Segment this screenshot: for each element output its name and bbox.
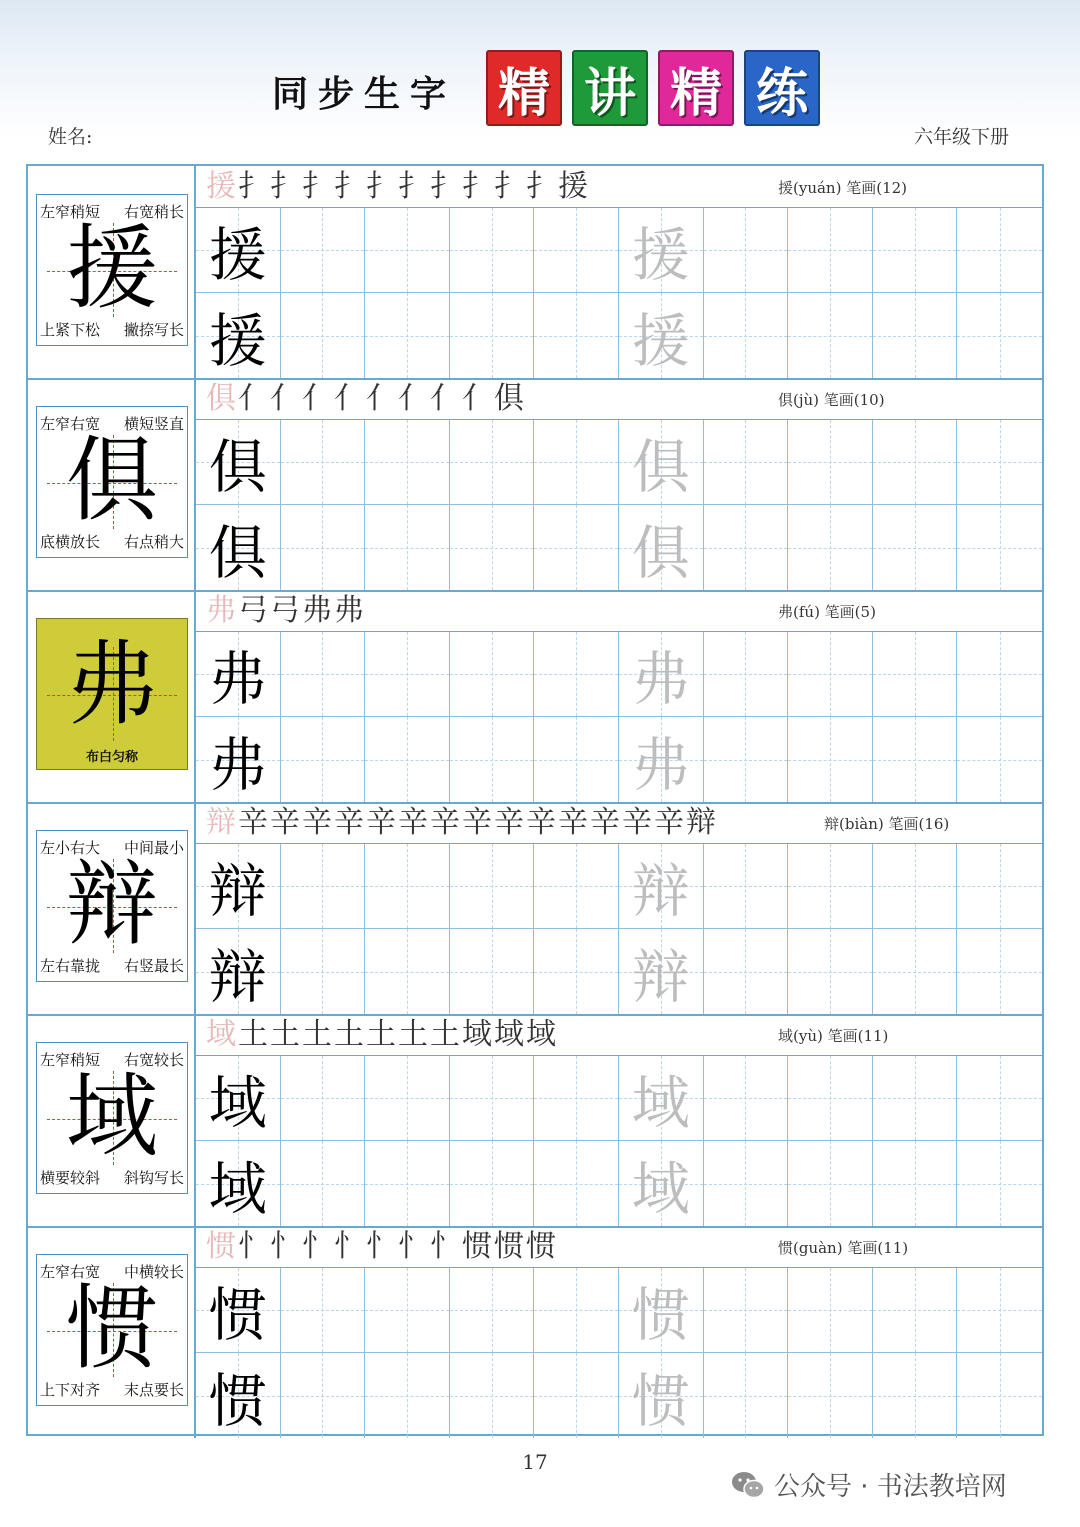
stroke-step: 辛 [430, 805, 462, 840]
stroke-step: 亻 [462, 381, 494, 416]
trace-character: 域 [631, 1069, 690, 1137]
model-character: 惯 [65, 1275, 158, 1382]
practice-cell[interactable] [196, 717, 281, 802]
model-character: 俱 [65, 427, 158, 534]
practice-cell[interactable] [957, 1353, 1042, 1438]
practice-cell[interactable] [873, 293, 958, 378]
stroke-order-sequence [206, 1016, 558, 1054]
model-character: 弗 [65, 631, 158, 738]
practice-cell[interactable] [450, 929, 535, 1014]
title-badge-4: 练 [744, 50, 820, 126]
practice-cell[interactable] [281, 1353, 366, 1438]
writing-tip: 撇捺写长 [123, 321, 184, 339]
practice-grid [196, 1056, 1042, 1226]
stroke-step: 辛 [654, 805, 686, 840]
writing-tip: 布白匀称 [85, 750, 138, 765]
writing-tip: 左窄右宽 [40, 1263, 101, 1281]
practice-cell[interactable] [196, 420, 281, 505]
stroke-step: 辛 [270, 805, 302, 840]
stroke-order-row [196, 802, 1042, 844]
stroke-step: 惯 [206, 1229, 238, 1264]
title-badge-3: 精 [658, 50, 734, 126]
practice-cell[interactable] [450, 632, 535, 717]
practice-cell[interactable] [788, 1268, 873, 1353]
practice-cell[interactable] [619, 208, 704, 293]
title-badges [486, 50, 820, 126]
practice-cell[interactable] [788, 717, 873, 802]
practice-cell[interactable] [619, 293, 704, 378]
stroke-order-row [196, 1014, 1042, 1056]
stroke-step: 忄 [398, 1229, 430, 1264]
practice-cell[interactable] [873, 1056, 958, 1141]
example-character: 援 [208, 306, 267, 375]
trace-character: 辩 [631, 857, 690, 925]
example-character: 俱 [208, 433, 267, 501]
model-character: 辩 [65, 851, 158, 958]
trace-character: 援 [631, 221, 690, 289]
writing-tip: 上紧下松 [40, 321, 101, 339]
trace-character: 弗 [631, 645, 690, 713]
practice-cell[interactable] [450, 1268, 535, 1353]
char-block-6 [28, 1226, 1042, 1438]
stroke-step: 土 [238, 1017, 270, 1052]
practice-grid [196, 844, 1042, 1014]
stroke-step: 辛 [302, 805, 334, 840]
stroke-step: 忄 [430, 1229, 462, 1264]
stroke-step: 忄 [366, 1229, 398, 1264]
practice-cell[interactable] [365, 632, 450, 717]
stroke-step: 忄 [270, 1229, 302, 1264]
stroke-step: 域 [494, 1017, 526, 1052]
practice-cell[interactable] [788, 844, 873, 929]
trace-character: 惯 [631, 1281, 690, 1349]
practice-cell[interactable] [196, 293, 281, 378]
stroke-step: 土 [302, 1017, 334, 1052]
practice-grid [196, 632, 1042, 802]
stroke-step: 土 [398, 1017, 430, 1052]
model-card [36, 830, 188, 982]
practice-cell[interactable] [534, 1268, 619, 1353]
stroke-step: 扌 [302, 169, 334, 204]
stroke-order-row [196, 590, 1042, 632]
practice-cell[interactable] [450, 717, 535, 802]
practice-cell[interactable] [788, 929, 873, 1014]
practice-cell[interactable] [450, 208, 535, 293]
watermark-text: 公众号 · 书法教培网 [774, 1472, 1007, 1502]
practice-cell[interactable] [281, 1056, 366, 1141]
worksheet-title: 同步生字 [272, 74, 457, 115]
stroke-step: 俱 [494, 381, 526, 416]
watermark [730, 1466, 1007, 1503]
stroke-step: 域 [462, 1017, 494, 1052]
practice-cell[interactable] [534, 929, 619, 1014]
practice-cell[interactable] [619, 717, 704, 802]
stroke-order-sequence [206, 804, 718, 842]
practice-cell[interactable] [196, 505, 281, 590]
practice-cell[interactable] [365, 1141, 450, 1226]
example-character: 俱 [208, 518, 267, 587]
practice-cell[interactable] [196, 1056, 281, 1141]
writing-tip: 左窄右宽 [40, 415, 101, 433]
model-card [36, 194, 188, 346]
practice-cell[interactable] [619, 1056, 704, 1141]
example-character: 惯 [208, 1281, 267, 1349]
stroke-step: 弓 [270, 593, 302, 628]
practice-cell[interactable] [704, 632, 789, 717]
stroke-step: 亻 [270, 381, 302, 416]
practice-cell[interactable] [873, 505, 958, 590]
model-cell [28, 802, 196, 1014]
practice-cell[interactable] [788, 1141, 873, 1226]
example-character: 辩 [208, 857, 267, 925]
practice-cell[interactable] [450, 1353, 535, 1438]
title-badge-1: 精 [486, 50, 562, 126]
stroke-step: 弗 [334, 593, 366, 628]
practice-cell[interactable] [957, 632, 1042, 717]
practice-cell[interactable] [619, 1268, 704, 1353]
stroke-step: 援 [206, 169, 238, 204]
practice-cell[interactable] [957, 208, 1042, 293]
pinyin-stroke-count: 援(yuán) 笔画(12) [778, 179, 908, 197]
practice-cell[interactable] [196, 1268, 281, 1353]
practice-cell[interactable] [788, 632, 873, 717]
writing-tip: 上下对齐 [40, 1381, 101, 1399]
practice-cell[interactable] [788, 505, 873, 590]
practice-grid [196, 208, 1042, 378]
practice-cell[interactable] [873, 929, 958, 1014]
pinyin-stroke-count: 惯(guàn) 笔画(11) [778, 1239, 909, 1257]
stroke-step: 亻 [302, 381, 334, 416]
practice-cell[interactable] [704, 929, 789, 1014]
stroke-order-sequence [206, 380, 526, 418]
writing-tip: 左窄稍短 [40, 1051, 101, 1069]
stroke-step: 俱 [206, 381, 238, 416]
stroke-step: 辛 [238, 805, 270, 840]
name-label: 姓名: [48, 126, 93, 148]
stroke-step: 土 [430, 1017, 462, 1052]
practice-cell[interactable] [873, 1268, 958, 1353]
model-card [36, 618, 188, 770]
practice-cell[interactable] [534, 208, 619, 293]
practice-cell[interactable] [957, 293, 1042, 378]
practice-cell[interactable] [619, 844, 704, 929]
practice-cell[interactable] [619, 1353, 704, 1438]
writing-tip: 中横较长 [123, 1263, 184, 1281]
practice-cell[interactable] [957, 929, 1042, 1014]
practice-cell[interactable] [365, 1268, 450, 1353]
practice-cell[interactable] [873, 1353, 958, 1438]
practice-cell[interactable] [957, 1268, 1042, 1353]
stroke-step: 忄 [238, 1229, 270, 1264]
stroke-step: 扌 [494, 169, 526, 204]
practice-cell[interactable] [534, 1141, 619, 1226]
stroke-step: 弗 [302, 593, 334, 628]
trace-character: 俱 [631, 433, 690, 501]
pinyin-stroke-count: 域(yù) 笔画(11) [778, 1027, 889, 1045]
practice-cell[interactable] [281, 293, 366, 378]
practice-cell[interactable] [281, 1141, 366, 1226]
writing-tip: 右宽稍长 [123, 203, 184, 221]
practice-cell[interactable] [704, 420, 789, 505]
practice-cell[interactable] [365, 1056, 450, 1141]
practice-cell[interactable] [704, 293, 789, 378]
writing-tip: 左窄稍短 [40, 203, 101, 221]
stroke-step: 辛 [366, 805, 398, 840]
model-cell [28, 590, 196, 802]
stroke-step: 亻 [334, 381, 366, 416]
stroke-step: 土 [366, 1017, 398, 1052]
example-character: 域 [208, 1069, 267, 1137]
model-character: 域 [65, 1063, 158, 1170]
practice-cell[interactable] [365, 293, 450, 378]
char-block-2 [28, 378, 1042, 590]
stroke-step: 土 [334, 1017, 366, 1052]
writing-tip: 中间最小 [123, 839, 184, 857]
stroke-step: 亻 [430, 381, 462, 416]
practice-cell[interactable] [281, 505, 366, 590]
model-card [36, 1042, 188, 1194]
stroke-step: 辛 [334, 805, 366, 840]
practice-grid [196, 1268, 1042, 1438]
stroke-step: 援 [558, 169, 590, 204]
practice-cell[interactable] [788, 420, 873, 505]
writing-tip: 左右靠拢 [40, 957, 101, 975]
practice-cell[interactable] [365, 844, 450, 929]
practice-cell[interactable] [873, 208, 958, 293]
stroke-step: 扌 [334, 169, 366, 204]
practice-cell[interactable] [281, 208, 366, 293]
stroke-step: 扌 [270, 169, 302, 204]
practice-cell[interactable] [450, 844, 535, 929]
stroke-step: 扌 [526, 169, 558, 204]
practice-cell[interactable] [365, 505, 450, 590]
writing-tip: 右点稍大 [123, 533, 184, 551]
page-number: 17 [522, 1450, 548, 1474]
writing-tip: 横短竖直 [123, 415, 184, 433]
char-block-5 [28, 1014, 1042, 1226]
practice-cell[interactable] [704, 505, 789, 590]
practice-cell[interactable] [788, 1353, 873, 1438]
practice-cell[interactable] [450, 420, 535, 505]
stroke-order-sequence [206, 592, 366, 630]
example-character: 辩 [208, 942, 267, 1011]
stroke-step: 亻 [398, 381, 430, 416]
pinyin-stroke-count: 弗(fú) 笔画(5) [778, 603, 876, 621]
practice-cell[interactable] [704, 1353, 789, 1438]
example-character: 弗 [208, 730, 267, 799]
stroke-step: 扌 [238, 169, 270, 204]
practice-cell[interactable] [704, 844, 789, 929]
practice-cell[interactable] [365, 208, 450, 293]
stroke-step: 弓 [238, 593, 270, 628]
stroke-step: 域 [206, 1017, 238, 1052]
practice-cell[interactable] [957, 1141, 1042, 1226]
practice-cell[interactable] [365, 1353, 450, 1438]
stroke-step: 弗 [206, 593, 238, 628]
practice-cell[interactable] [957, 717, 1042, 802]
writing-tip: 末点要长 [123, 1381, 184, 1399]
stroke-step: 惯 [462, 1229, 494, 1264]
trace-character: 援 [631, 306, 690, 375]
stroke-step: 辛 [558, 805, 590, 840]
practice-cell[interactable] [873, 632, 958, 717]
title-badge-2: 讲 [572, 50, 648, 126]
trace-character: 域 [631, 1154, 690, 1223]
stroke-step: 辩 [686, 805, 718, 840]
stroke-step: 亻 [366, 381, 398, 416]
model-cell [28, 1226, 196, 1438]
practice-cell[interactable] [281, 1268, 366, 1353]
practice-cell[interactable] [196, 208, 281, 293]
model-cell [28, 166, 196, 378]
practice-cell[interactable] [704, 1268, 789, 1353]
char-block-4 [28, 802, 1042, 1014]
practice-cell[interactable] [281, 844, 366, 929]
example-character: 弗 [208, 645, 267, 713]
trace-character: 弗 [631, 730, 690, 799]
char-block-3 [28, 590, 1042, 802]
stroke-step: 辛 [462, 805, 494, 840]
practice-cell[interactable] [957, 844, 1042, 929]
writing-tip: 右竖最长 [123, 957, 184, 975]
model-cell [28, 378, 196, 590]
practice-cell[interactable] [957, 505, 1042, 590]
stroke-step: 辛 [590, 805, 622, 840]
stroke-step: 惯 [526, 1229, 558, 1264]
grade-label: 六年级下册 [914, 126, 1010, 148]
example-character: 域 [208, 1154, 267, 1223]
stroke-step: 忄 [302, 1229, 334, 1264]
stroke-step: 扌 [366, 169, 398, 204]
practice-cell[interactable] [873, 1141, 958, 1226]
practice-cell[interactable] [281, 929, 366, 1014]
practice-cell[interactable] [704, 717, 789, 802]
writing-tip: 左小右大 [40, 839, 101, 857]
practice-cell[interactable] [873, 717, 958, 802]
trace-character: 辩 [631, 942, 690, 1011]
practice-cell[interactable] [534, 844, 619, 929]
practice-cell[interactable] [450, 505, 535, 590]
model-cell [28, 1014, 196, 1226]
stroke-order-sequence [206, 1228, 558, 1266]
practice-cell[interactable] [196, 929, 281, 1014]
practice-cell[interactable] [619, 420, 704, 505]
practice-cell[interactable] [704, 1056, 789, 1141]
char-block-1 [28, 166, 1042, 378]
practice-cell[interactable] [873, 420, 958, 505]
stroke-order-sequence [206, 168, 590, 206]
stroke-order-row [196, 1226, 1042, 1268]
stroke-step: 忄 [334, 1229, 366, 1264]
practice-cell[interactable] [619, 632, 704, 717]
practice-cell[interactable] [788, 208, 873, 293]
stroke-step: 扌 [398, 169, 430, 204]
practice-cell[interactable] [534, 1353, 619, 1438]
practice-cell[interactable] [534, 420, 619, 505]
practice-grid [196, 420, 1042, 590]
practice-cell[interactable] [196, 632, 281, 717]
pinyin-stroke-count: 俱(jù) 笔画(10) [778, 391, 885, 409]
stroke-step: 亻 [238, 381, 270, 416]
stroke-step: 辛 [526, 805, 558, 840]
practice-cell[interactable] [619, 929, 704, 1014]
stroke-order-row [196, 378, 1042, 420]
practice-cell[interactable] [957, 420, 1042, 505]
trace-character: 惯 [631, 1366, 690, 1435]
example-character: 惯 [208, 1366, 267, 1435]
stroke-step: 域 [526, 1017, 558, 1052]
practice-cell[interactable] [957, 1056, 1042, 1141]
wechat-icon [730, 1470, 766, 1500]
stroke-step: 土 [270, 1017, 302, 1052]
model-card [36, 406, 188, 558]
writing-tip: 右宽较长 [123, 1051, 184, 1069]
practice-cell[interactable] [534, 632, 619, 717]
stroke-order-row [196, 166, 1042, 208]
stroke-step: 惯 [494, 1229, 526, 1264]
model-card [36, 1254, 188, 1406]
practice-cell[interactable] [619, 505, 704, 590]
practice-cell[interactable] [534, 1056, 619, 1141]
practice-cell[interactable] [196, 1141, 281, 1226]
example-character: 援 [208, 221, 267, 289]
practice-cell[interactable] [788, 293, 873, 378]
practice-cell[interactable] [873, 844, 958, 929]
pinyin-stroke-count: 辩(biàn) 笔画(16) [824, 815, 950, 833]
stroke-step: 辛 [622, 805, 654, 840]
practice-cell[interactable] [704, 208, 789, 293]
practice-cell[interactable] [450, 1056, 535, 1141]
practice-cell[interactable] [450, 1141, 535, 1226]
stroke-step: 辛 [398, 805, 430, 840]
practice-cell[interactable] [281, 717, 366, 802]
practice-cell[interactable] [788, 1056, 873, 1141]
practice-cell[interactable] [196, 844, 281, 929]
writing-tip: 底横放长 [40, 533, 101, 551]
practice-cell[interactable] [450, 293, 535, 378]
practice-cell[interactable] [365, 929, 450, 1014]
stroke-step: 辛 [494, 805, 526, 840]
trace-character: 俱 [631, 518, 690, 587]
stroke-step: 辩 [206, 805, 238, 840]
practice-cell[interactable] [281, 420, 366, 505]
practice-cell[interactable] [619, 1141, 704, 1226]
practice-cell[interactable] [365, 420, 450, 505]
stroke-step: 扌 [430, 169, 462, 204]
practice-cell[interactable] [704, 1141, 789, 1226]
practice-cell[interactable] [281, 632, 366, 717]
practice-sheet [26, 164, 1044, 1436]
stroke-step: 扌 [462, 169, 494, 204]
practice-cell[interactable] [534, 505, 619, 590]
practice-cell[interactable] [196, 1353, 281, 1438]
writing-tip: 斜钩写长 [123, 1169, 184, 1187]
practice-cell[interactable] [534, 717, 619, 802]
practice-cell[interactable] [534, 293, 619, 378]
practice-cell[interactable] [365, 717, 450, 802]
model-character: 援 [65, 215, 158, 322]
page-header [0, 0, 1080, 160]
writing-tip: 横要较斜 [40, 1169, 101, 1187]
